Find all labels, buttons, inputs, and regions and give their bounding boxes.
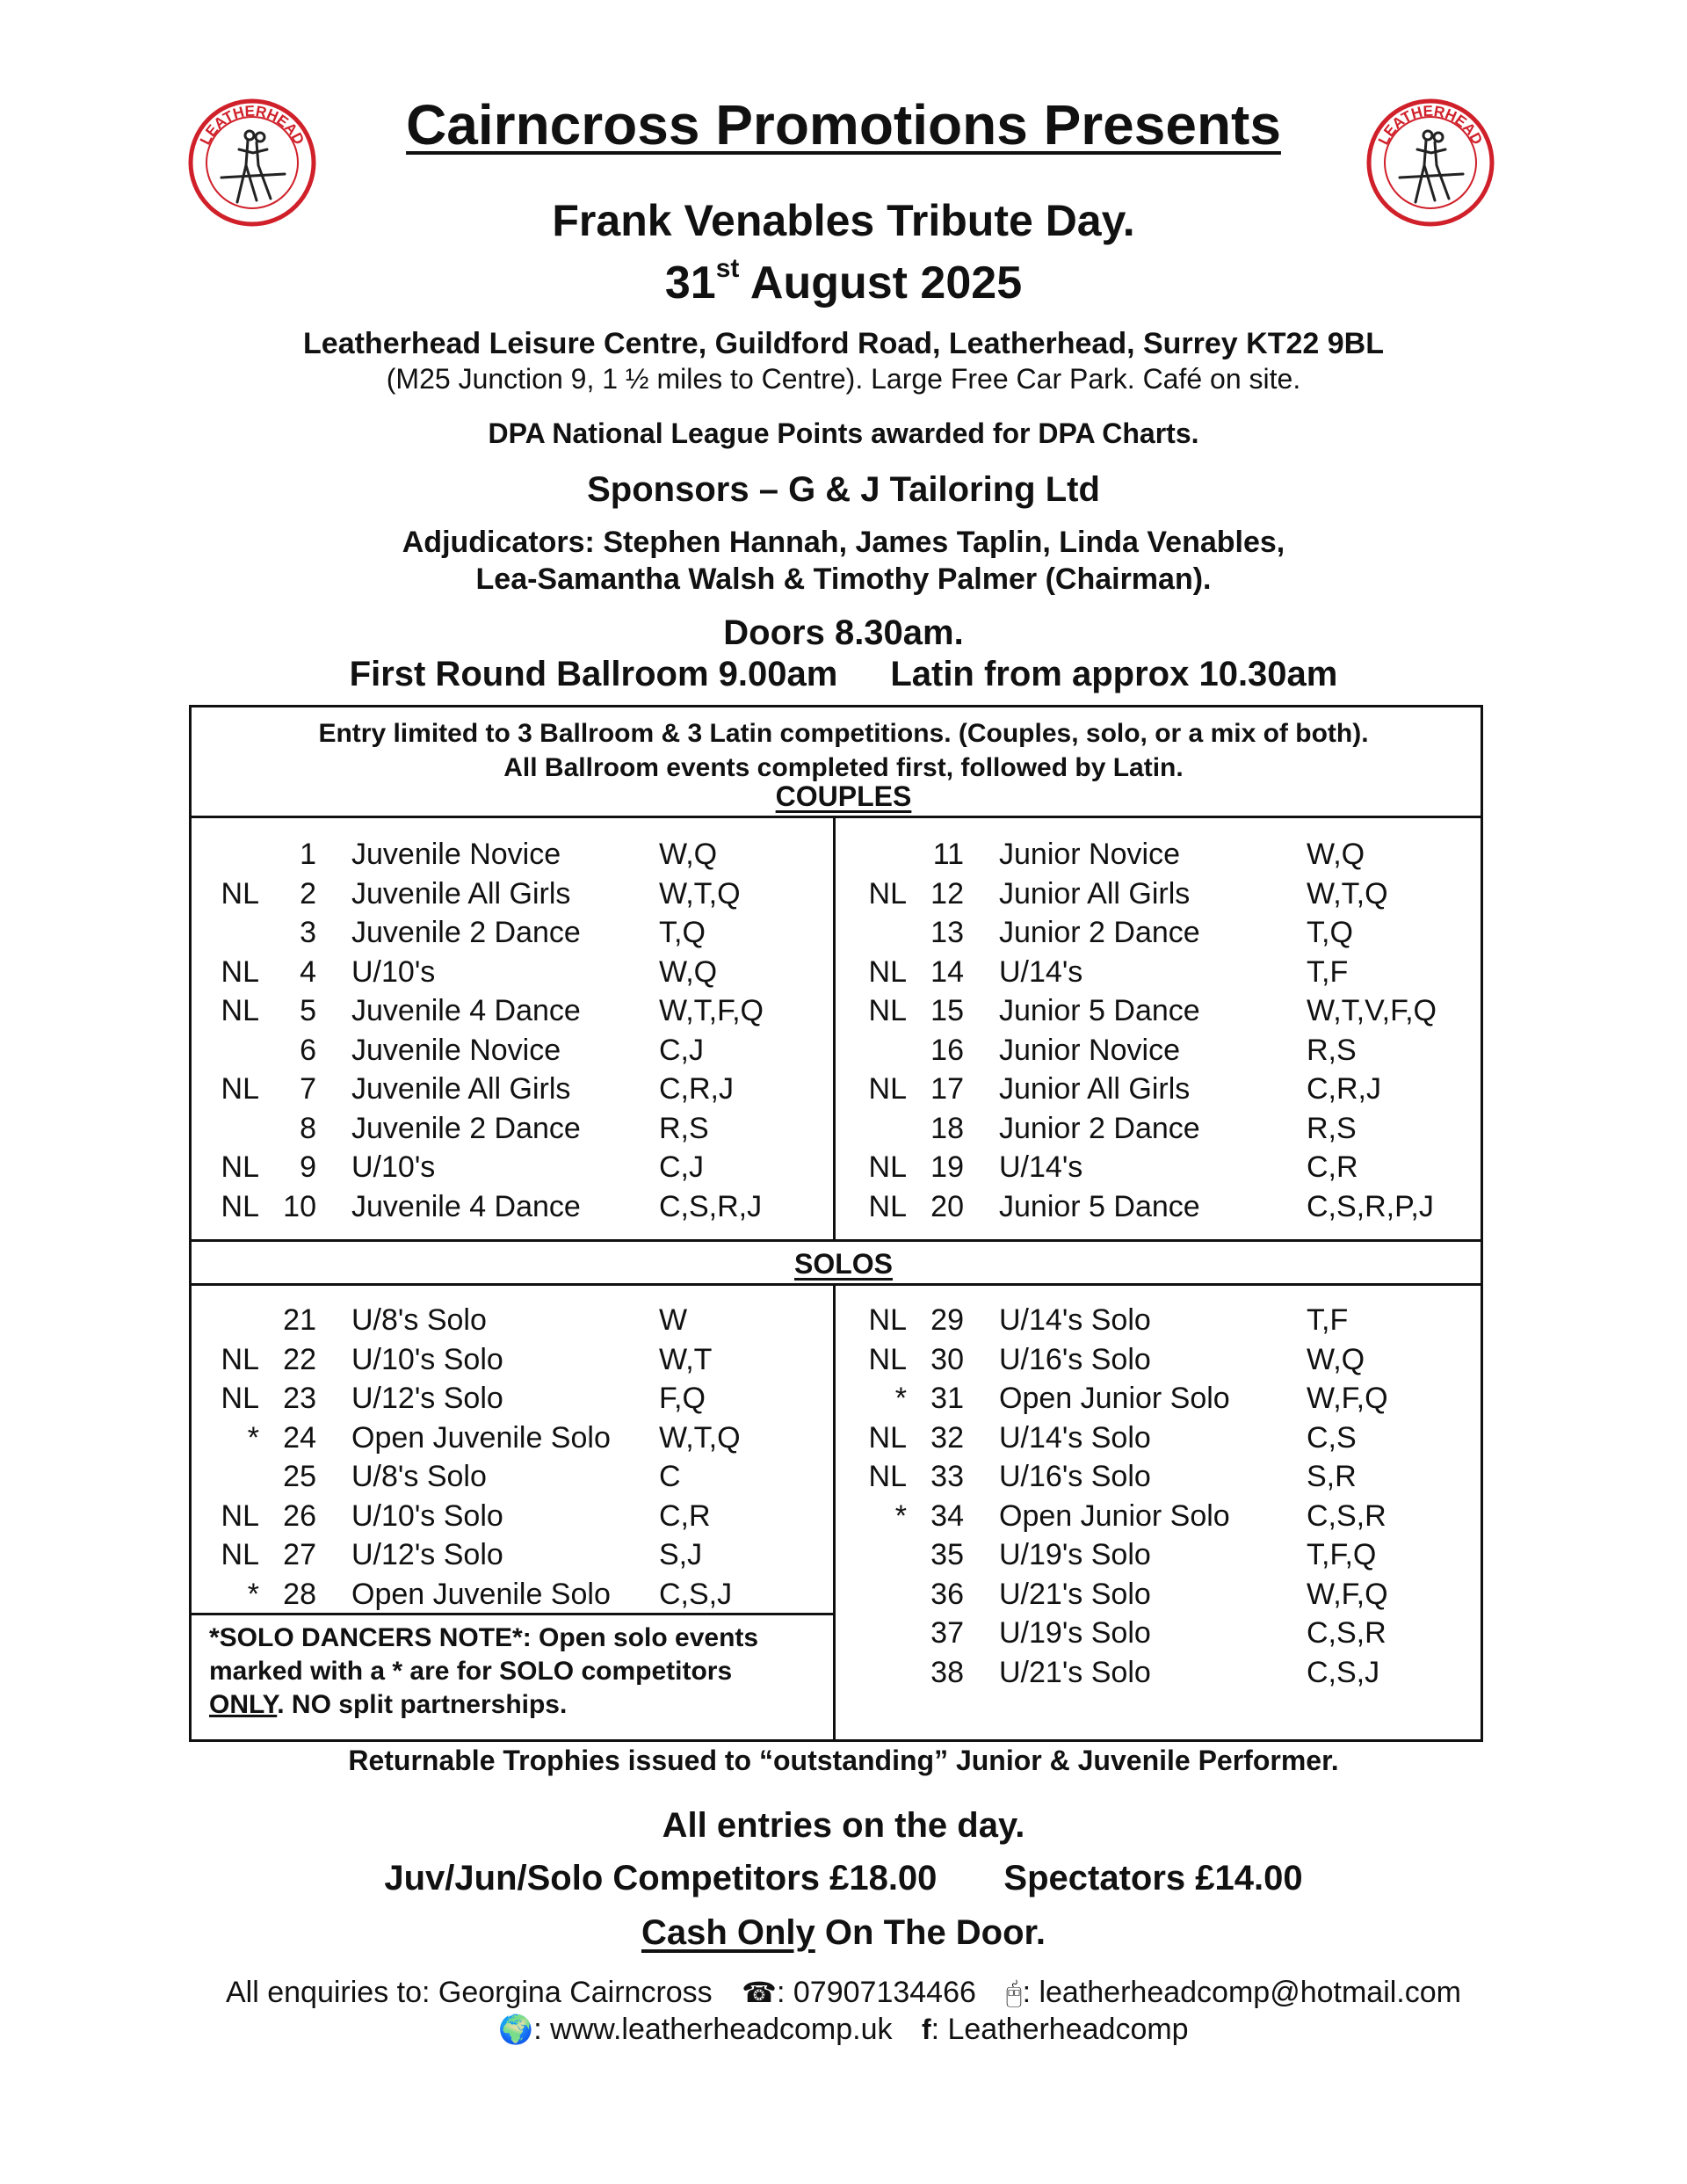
event-row <box>863 913 1478 952</box>
event-number: 26 <box>283 1498 316 1533</box>
event-name: Junior Novice <box>999 1033 1180 1067</box>
event-row <box>215 1148 830 1186</box>
event-name: U/8's Solo <box>351 1460 487 1493</box>
event-name: Juvenile 2 Dance <box>351 1111 581 1145</box>
event-dances: C,R,J <box>659 1072 734 1106</box>
event-number: 13 <box>930 916 964 949</box>
divider <box>189 816 1483 818</box>
web-line <box>0 2013 1687 2047</box>
event-name: Juvenile 4 Dance <box>351 1189 581 1223</box>
national-league-flag: NL <box>868 1342 907 1376</box>
event-name: Junior All Girls <box>999 1072 1191 1106</box>
event-number: 37 <box>930 1616 964 1650</box>
contact-line <box>0 1976 1687 2010</box>
event-dances: W,F,Q <box>1307 1382 1388 1415</box>
event-row <box>863 1070 1478 1108</box>
event-number: 18 <box>930 1111 964 1145</box>
spectators-price: Spectators £14.00 <box>1003 1859 1303 1897</box>
national-league-flag: NL <box>868 1303 907 1337</box>
event-row <box>215 991 830 1030</box>
round-times: First Round Ballroom 9.00am Latin from approx 10.30am <box>349 655 1338 693</box>
event-number: 32 <box>930 1420 964 1455</box>
event-row <box>863 874 1478 913</box>
event-number: 12 <box>930 876 964 911</box>
event-row <box>215 874 830 913</box>
event-number: 34 <box>930 1498 964 1533</box>
event-dances: R,S <box>1307 1111 1357 1145</box>
event-number: 4 <box>300 954 316 989</box>
national-league-flag: * <box>247 1577 259 1611</box>
doors-time: Doors 8.30am. <box>723 613 964 652</box>
national-league-flag: NL <box>221 1072 259 1106</box>
event-name: U/14's Solo <box>999 1303 1151 1337</box>
facebook-icon: f <box>921 2013 931 2045</box>
event-name: Juvenile All Girls <box>351 1072 571 1106</box>
national-league-flag: NL <box>868 1072 907 1106</box>
event-dances: W,T,Q <box>659 1420 741 1455</box>
event-dances: C,S,J <box>1307 1655 1380 1689</box>
event-name: Juvenile All Girls <box>351 876 571 911</box>
event-name: Open Juvenile Solo <box>351 1577 611 1611</box>
event-number: 28 <box>283 1577 316 1611</box>
event-dances: T,F <box>1307 954 1349 989</box>
event-name: Juvenile Novice <box>351 1033 561 1067</box>
event-dances: W,T,Q <box>659 876 741 911</box>
phone-icon: ☎ <box>742 1977 777 2008</box>
national-league-flag: * <box>247 1420 259 1455</box>
event-dances: C,S,R,J <box>659 1189 763 1223</box>
event-row <box>863 1109 1478 1148</box>
event-row <box>863 1187 1478 1226</box>
svg-text:LEATHERHEAD: LEATHERHEAD <box>196 102 308 148</box>
event-number: 35 <box>930 1538 964 1571</box>
enquiries-label: All enquiries to: Georgina Cairncross <box>225 1976 713 2009</box>
event-dances: C,S <box>1307 1420 1357 1455</box>
event-number: 15 <box>930 994 964 1027</box>
event-dances: T,F,Q <box>1307 1538 1377 1571</box>
national-league-flag: NL <box>868 1420 907 1455</box>
event-number: 8 <box>300 1111 316 1145</box>
event-row <box>863 1457 1478 1496</box>
event-name: U/10's <box>351 1150 436 1184</box>
event-name: Juvenile 2 Dance <box>351 916 581 949</box>
venue-detail: (M25 Junction 9, 1 ½ miles to Centre). Large Free Car Park. Café on site. <box>386 363 1301 395</box>
event-name: U/10's Solo <box>351 1342 503 1376</box>
event-name: U/10's Solo <box>351 1498 503 1533</box>
event-row <box>215 1301 830 1339</box>
event-number: 31 <box>930 1382 964 1415</box>
event-dances: C,S,R <box>1307 1498 1387 1533</box>
event-dances: S,J <box>659 1538 703 1571</box>
solo-dancers-note: *SOLO DANCERS NOTE*: Open solo events marked with a * are for SOLO competitors ONLY. NO split partnerships. <box>209 1623 759 1719</box>
event-number: 9 <box>300 1150 316 1184</box>
event-dances: C,R <box>659 1498 711 1533</box>
national-league-flag: NL <box>221 1342 259 1376</box>
divider <box>189 1283 1483 1286</box>
event-number: 33 <box>930 1460 964 1493</box>
event-number: 20 <box>930 1189 964 1223</box>
event-name: Junior 2 Dance <box>999 916 1200 949</box>
phone-number[interactable]: : 07907134466 <box>777 1976 976 2009</box>
event-row <box>863 1340 1478 1379</box>
event-number: 11 <box>932 838 964 871</box>
prices <box>0 1859 1687 1898</box>
national-league-flag: NL <box>868 876 907 911</box>
event-name: U/10's <box>351 954 436 989</box>
event-dances: W,T,V,F,Q <box>1307 994 1437 1027</box>
event-row <box>215 1187 830 1226</box>
column-divider <box>833 1283 836 1742</box>
solos-heading: SOLOS <box>793 1248 893 1280</box>
event-dances: W,T,Q <box>1307 876 1388 911</box>
national-league-flag: NL <box>221 1150 259 1184</box>
event-name: Juvenile Novice <box>351 838 561 871</box>
event-row <box>863 1379 1478 1418</box>
event-row <box>215 835 830 874</box>
website-link[interactable]: : www.leatherheadcomp.uk <box>533 2013 893 2046</box>
national-league-flag: NL <box>868 1150 907 1184</box>
event-number: 27 <box>283 1538 316 1571</box>
event-number: 30 <box>930 1342 964 1376</box>
national-league-flag: NL <box>221 994 259 1027</box>
event-dances: C,J <box>659 1150 704 1184</box>
event-row <box>215 1379 830 1418</box>
national-league-flag: NL <box>221 954 259 989</box>
event-number: 21 <box>283 1303 316 1337</box>
event-name: Open Juvenile Solo <box>351 1420 611 1455</box>
event-dances: C <box>659 1460 681 1493</box>
event-name: U/14's <box>999 954 1083 989</box>
event-number: 17 <box>930 1072 964 1106</box>
cash-note: Cash Only On The Door. <box>641 1913 1046 1952</box>
trophies-note: Returnable Trophies issued to “outstanding” Junior & Juvenile Performer. <box>348 1745 1339 1776</box>
event-row <box>863 1419 1478 1457</box>
event-row <box>863 835 1478 874</box>
event-name: U/19's Solo <box>999 1616 1151 1650</box>
event-number: 7 <box>300 1072 316 1106</box>
event-name: U/19's Solo <box>999 1538 1151 1571</box>
event-dances: C,J <box>659 1033 704 1067</box>
event-row <box>215 1031 830 1070</box>
event-number: 6 <box>300 1033 316 1067</box>
event-row <box>863 991 1478 1030</box>
event-dances: W,Q <box>1307 838 1365 871</box>
event-number: 10 <box>283 1189 316 1223</box>
dpa-note: DPA National League Points awarded for DPA Charts. <box>488 417 1199 449</box>
event-number: 3 <box>300 916 316 949</box>
event-dances: C,R,J <box>1307 1072 1381 1106</box>
event-dances: W,T,F,Q <box>659 994 764 1027</box>
email-address[interactable]: : leatherheadcomp@hotmail.com <box>1022 1976 1461 2009</box>
event-row <box>863 1497 1478 1535</box>
mouse-icon: 🖰 <box>1005 1977 1023 2008</box>
event-name: Juvenile 4 Dance <box>351 994 581 1027</box>
event-dances: S,R <box>1307 1460 1357 1493</box>
event-row <box>215 1419 830 1457</box>
divider <box>189 1239 1483 1242</box>
national-league-flag: NL <box>221 1189 259 1223</box>
event-number: 5 <box>300 994 316 1027</box>
national-league-flag: NL <box>221 1382 259 1415</box>
event-number: 23 <box>283 1382 316 1415</box>
national-league-flag: NL <box>221 876 259 911</box>
event-row <box>863 1535 1478 1574</box>
competitors-price: Juv/Jun/Solo Competitors £18.00 <box>384 1859 938 1897</box>
event-name: U/12's Solo <box>351 1538 503 1571</box>
event-number: 36 <box>930 1577 964 1611</box>
column-divider <box>833 816 836 1239</box>
event-number: 1 <box>300 838 316 871</box>
event-row <box>215 1535 830 1574</box>
event-dances: W,T <box>659 1342 713 1376</box>
event-number: 25 <box>283 1460 316 1493</box>
national-league-flag: NL <box>868 994 907 1027</box>
event-row <box>215 1457 830 1496</box>
event-row <box>215 953 830 991</box>
svg-text:LEATHERHEAD: LEATHERHEAD <box>1374 102 1487 148</box>
event-number: 16 <box>930 1033 964 1067</box>
event-row <box>863 1148 1478 1186</box>
adjudicators: Adjudicators: Stephen Hannah, James Taplin, Linda Venables, Lea-Samantha Walsh & Timothy Palmer (Chairman). <box>402 526 1285 596</box>
event-number: 24 <box>283 1420 316 1455</box>
event-subtitle: Frank Venables Tribute Day. <box>552 196 1135 245</box>
event-name: Open Junior Solo <box>999 1498 1230 1533</box>
event-row <box>215 1575 830 1614</box>
event-dances: T,Q <box>659 916 706 949</box>
event-name: U/16's Solo <box>999 1460 1151 1493</box>
event-row <box>863 1614 1478 1652</box>
event-name: U/8's Solo <box>351 1303 487 1337</box>
event-number: 38 <box>930 1655 964 1689</box>
event-row <box>863 1653 1478 1692</box>
event-dances: R,S <box>1307 1033 1357 1067</box>
national-league-flag: NL <box>868 1189 907 1223</box>
event-name: U/21's Solo <box>999 1655 1151 1689</box>
event-row <box>215 1497 830 1535</box>
event-name: U/14's Solo <box>999 1420 1151 1455</box>
event-dances: W <box>659 1303 688 1337</box>
event-date: 31st August 2025 <box>664 254 1023 308</box>
event-row <box>863 1575 1478 1614</box>
event-row <box>215 1109 830 1148</box>
national-league-flag: NL <box>221 1538 259 1571</box>
event-number: 19 <box>930 1150 964 1184</box>
event-row <box>863 1301 1478 1339</box>
event-dances: C,R <box>1307 1150 1358 1184</box>
national-league-flag: NL <box>868 1460 907 1493</box>
event-row <box>863 1031 1478 1070</box>
event-name: U/12's Solo <box>351 1382 503 1415</box>
national-league-flag: * <box>894 1382 907 1415</box>
event-dances: R,S <box>659 1111 709 1145</box>
event-number: 29 <box>930 1303 964 1337</box>
event-row <box>215 1340 830 1379</box>
facebook-link[interactable]: : Leatherheadcomp <box>930 2013 1189 2046</box>
event-dances: C,S,J <box>659 1577 733 1611</box>
event-dances: W,Q <box>659 954 718 989</box>
event-number: 22 <box>283 1342 316 1376</box>
page-title: Cairncross Promotions Presents <box>406 93 1281 156</box>
entry-limit-note: Entry limited to 3 Ballroom & 3 Latin competitions. (Couples, solo, or a mix of both). All Ballroom events completed first, followed by Latin. <box>318 719 1369 782</box>
national-league-flag: NL <box>221 1498 259 1533</box>
event-number: 2 <box>300 876 316 911</box>
event-name: U/21's Solo <box>999 1577 1151 1611</box>
event-name: Junior 2 Dance <box>999 1111 1200 1145</box>
globe-icon: 🌍 <box>498 2013 534 2045</box>
national-league-flag: * <box>894 1498 907 1533</box>
entries-note: All entries on the day. <box>662 1806 1025 1845</box>
event-dances: T,F <box>1307 1303 1349 1337</box>
event-dances: T,Q <box>1307 916 1353 949</box>
national-league-flag: NL <box>868 954 907 989</box>
event-number: 14 <box>930 954 964 989</box>
event-dances: W,F,Q <box>1307 1577 1388 1611</box>
sponsors: Sponsors – G & J Tailoring Ltd <box>587 470 1100 509</box>
couples-heading: COUPLES <box>775 780 912 812</box>
event-name: Open Junior Solo <box>999 1382 1230 1415</box>
event-row <box>215 913 830 952</box>
event-name: Junior 5 Dance <box>999 1189 1200 1223</box>
event-dances: C,S,R,P,J <box>1307 1189 1434 1223</box>
event-row <box>863 953 1478 991</box>
event-dances: W,Q <box>1307 1342 1365 1376</box>
event-name: Junior Novice <box>999 838 1180 871</box>
event-name: Junior 5 Dance <box>999 994 1200 1027</box>
venue-address: Leatherhead Leisure Centre, Guildford Road, Leatherhead, Surrey KT22 9BL <box>303 327 1384 360</box>
event-name: Junior All Girls <box>999 876 1191 911</box>
event-dances: F,Q <box>659 1382 706 1415</box>
event-name: U/14's <box>999 1150 1083 1184</box>
event-name: U/16's Solo <box>999 1342 1151 1376</box>
event-dances: W,Q <box>659 838 718 871</box>
event-dances: C,S,R <box>1307 1616 1387 1650</box>
event-row <box>215 1070 830 1108</box>
